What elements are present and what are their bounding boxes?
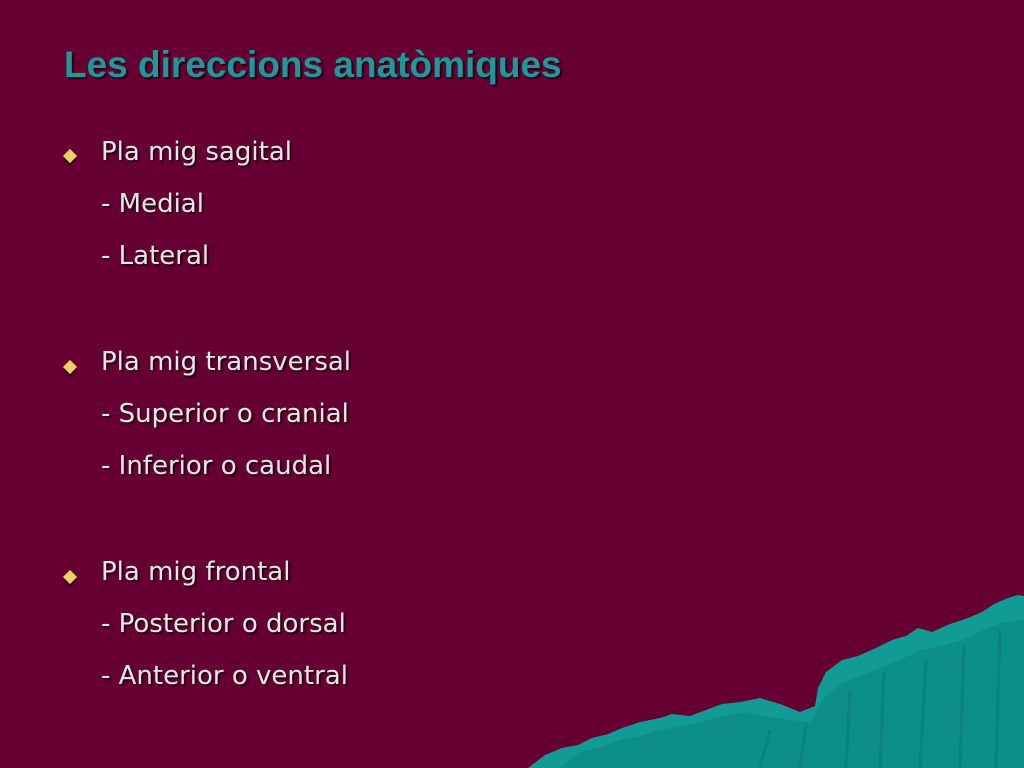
list-item-inferior: - Inferior o caudal <box>101 451 332 481</box>
group-heading-sagital: Pla mig sagital <box>101 137 292 167</box>
list-item-anterior: - Anterior o ventral <box>101 661 348 691</box>
list-item-lateral: - Lateral <box>101 241 210 271</box>
list-item-posterior: - Posterior o dorsal <box>101 609 346 639</box>
list-item-medial: - Medial <box>101 189 204 219</box>
group-heading-transversal: Pla mig transversal <box>101 347 352 377</box>
group-heading-frontal: Pla mig frontal <box>101 557 291 587</box>
slide-title: Les direccions anatòmiques <box>64 44 562 85</box>
list-item-superior: - Superior o cranial <box>101 399 349 429</box>
